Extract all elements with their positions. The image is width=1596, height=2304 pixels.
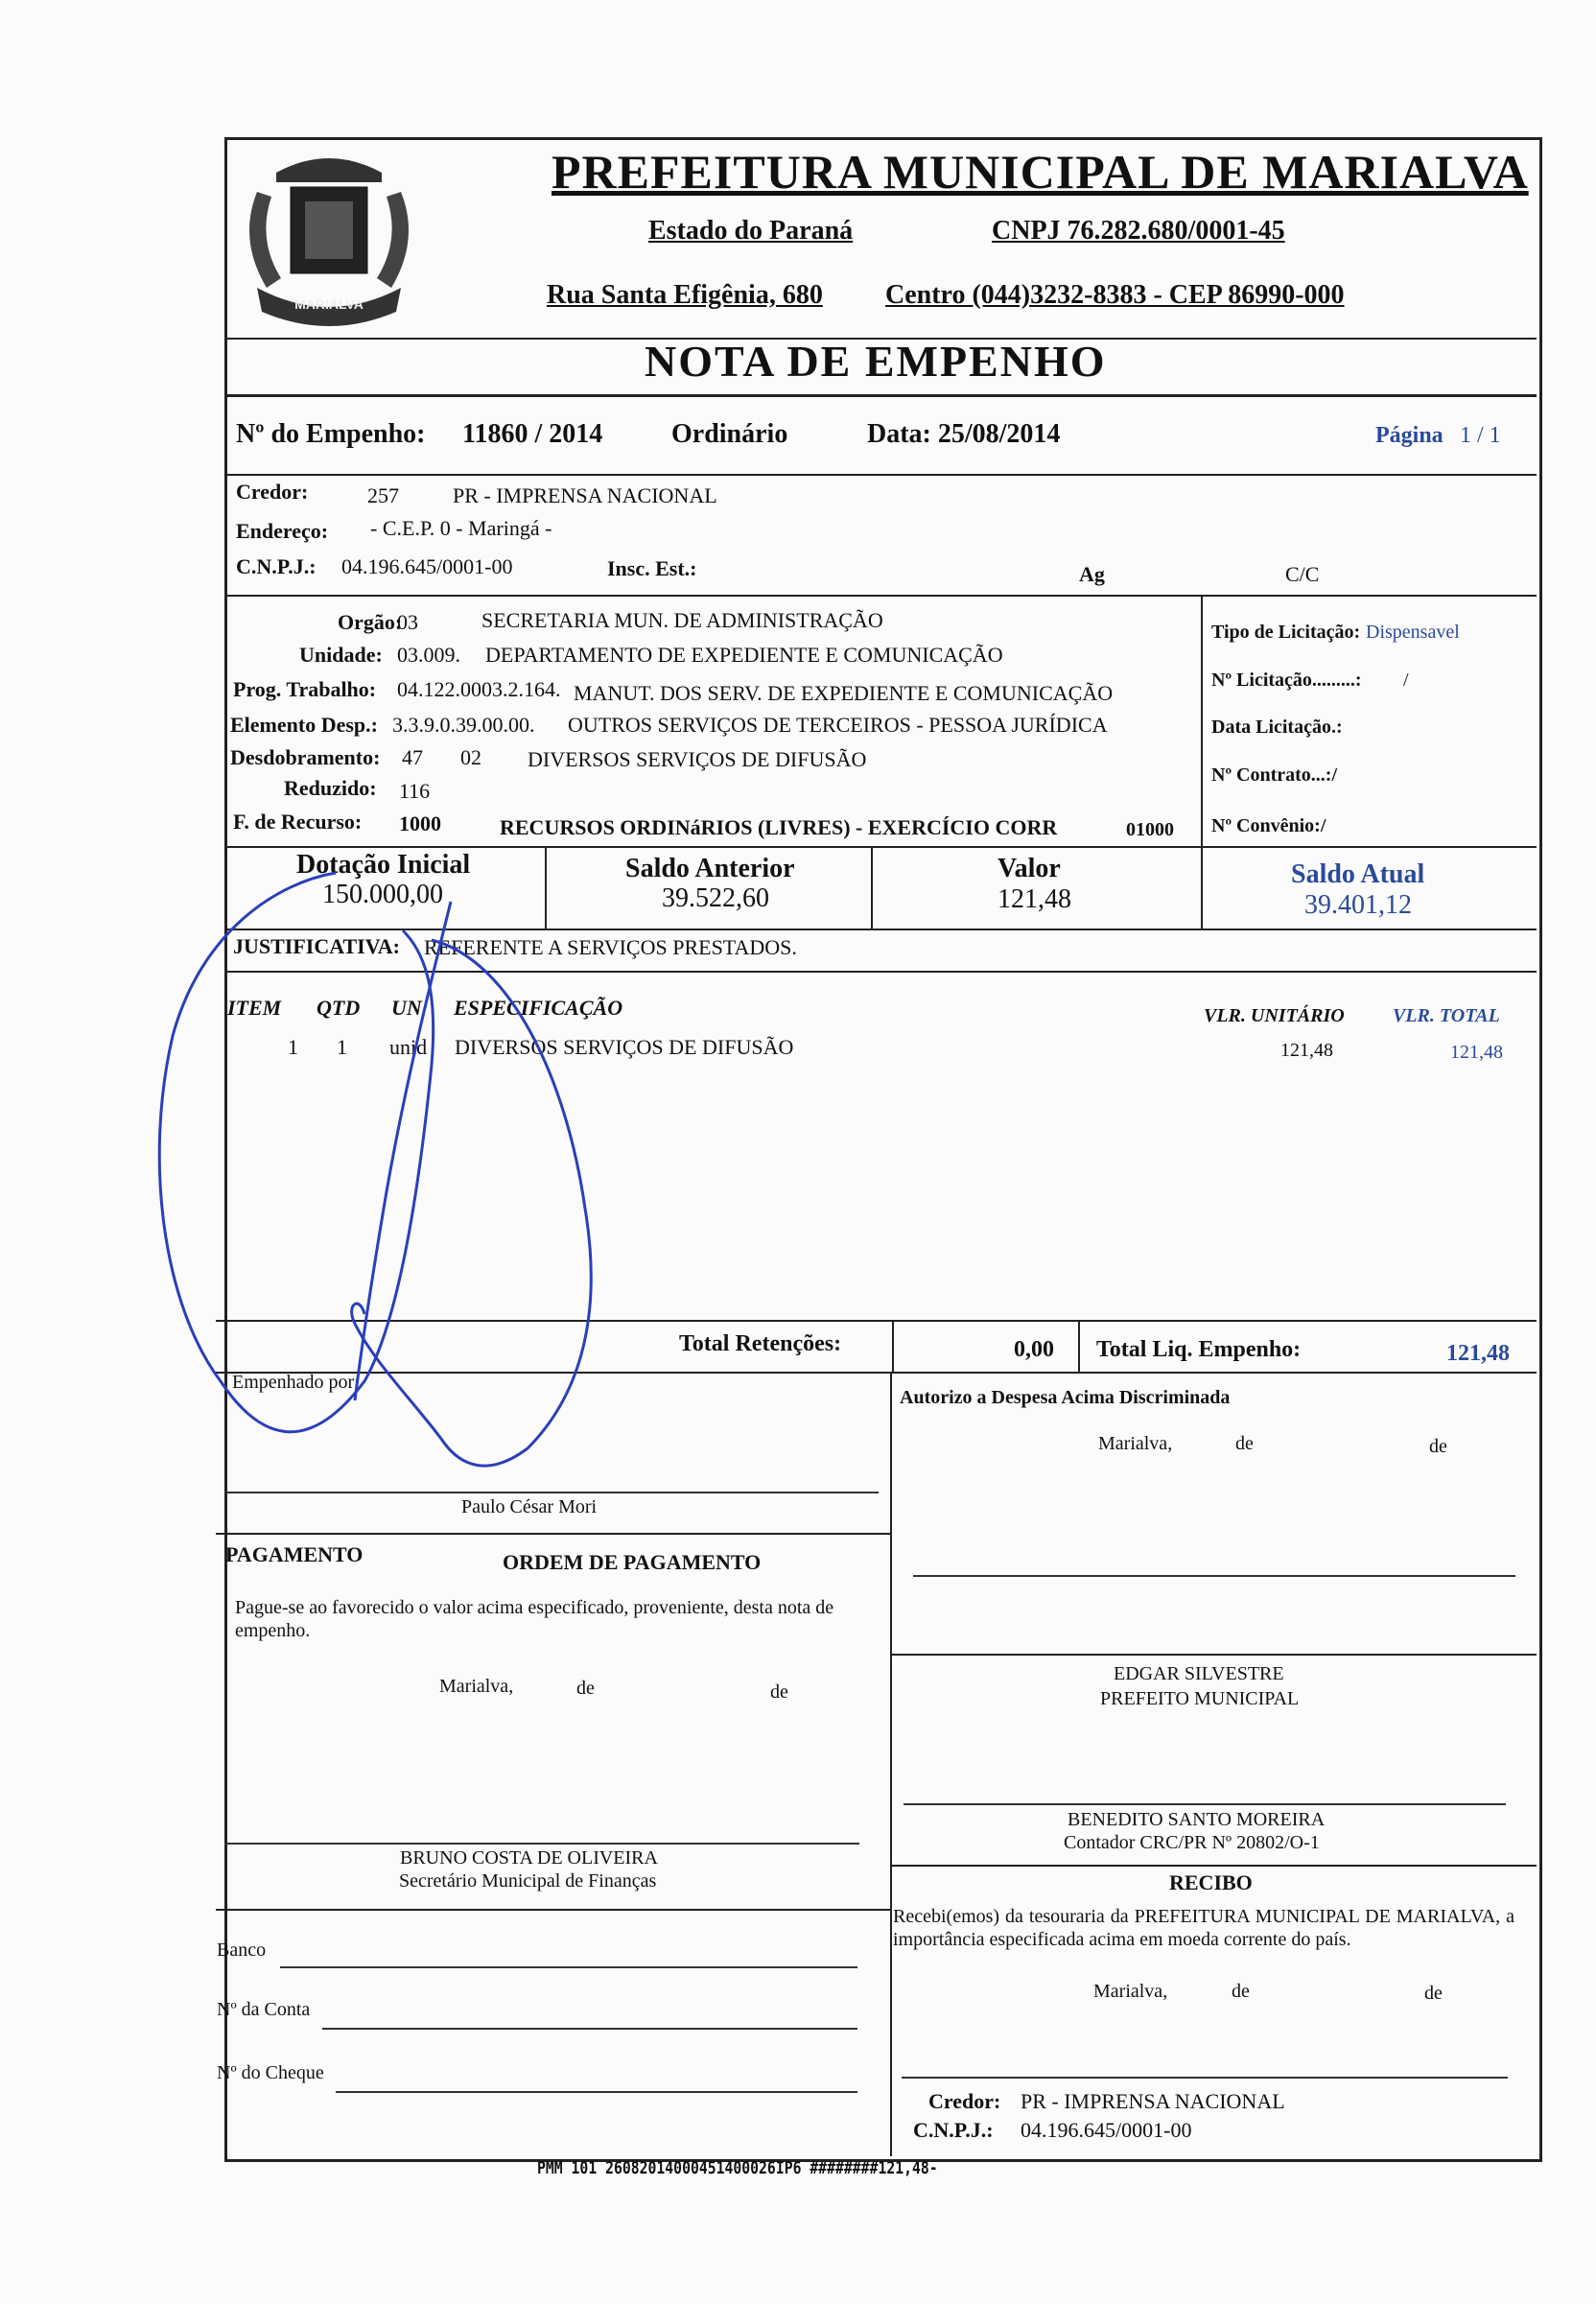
- empenho-number: 11860 / 2014: [462, 419, 603, 449]
- recibo-city: Marialva,: [1093, 1981, 1168, 2002]
- col-especificacao: ESPECIFICAÇÃO: [454, 996, 623, 1020]
- pagamento-city: Marialva,: [439, 1676, 514, 1697]
- elemento-name: OUTROS SERVIÇOS DE TERCEIROS - PESSOA JURÍDICA: [568, 713, 1108, 737]
- divider: [1078, 1320, 1080, 1374]
- prog-label: Prog. Trabalho:: [233, 677, 377, 701]
- prog-name: MANUT. DOS SERV. DE EXPEDIENTE E COMUNICAÇÃO: [574, 681, 1114, 705]
- orgao-code: 03: [397, 610, 418, 634]
- endereco-value: - C.E.P. 0 - Maringá -: [370, 516, 552, 540]
- saldo-anterior-label: Saldo Anterior: [625, 854, 795, 883]
- empenho-kind: Ordinário: [671, 419, 788, 449]
- autorizo-de2: de: [1429, 1436, 1447, 1457]
- divider: [890, 1372, 892, 2156]
- cnpj-header: CNPJ 76.282.680/0001-45: [992, 216, 1285, 246]
- total-liq-value: 121,48: [1446, 1341, 1510, 1366]
- divider: [224, 394, 1537, 397]
- col-un: UN: [391, 996, 422, 1020]
- pagamento-label: PAGAMENTO: [225, 1542, 364, 1566]
- justificativa-label: JUSTIFICATIVA:: [233, 934, 401, 958]
- conta-field: [322, 2028, 857, 2030]
- justificativa-text: REFERENTE A SERVIÇOS PRESTADOS.: [424, 935, 797, 959]
- signature-line: [902, 2077, 1508, 2079]
- credor-cnpj: 04.196.645/0001-00: [341, 554, 513, 578]
- empenhado-label: Empenhado por:: [232, 1372, 360, 1393]
- divider: [1201, 595, 1203, 930]
- divider: [216, 1533, 890, 1535]
- contrato-label: Nº Contrato...:/: [1211, 764, 1338, 786]
- signature-line: [224, 1843, 859, 1845]
- pagamento-de2: de: [770, 1681, 788, 1703]
- recibo-credor-value: PR - IMPRENSA NACIONAL: [1021, 2089, 1285, 2113]
- orgao-label: Orgão:: [338, 610, 403, 634]
- divider: [892, 1320, 894, 1374]
- page-value: 1 / 1: [1460, 423, 1501, 448]
- row-vlr-total: 121,48: [1450, 1042, 1503, 1063]
- reduzido-value: 116: [399, 779, 431, 803]
- signature-line: [913, 1575, 1515, 1577]
- col-qtd: QTD: [317, 996, 361, 1020]
- cc-label: C/C: [1285, 562, 1320, 586]
- desdob-label: Desdobramento:: [230, 745, 381, 769]
- empenho-date: Data: 25/08/2014: [867, 419, 1061, 449]
- recibo-cnpj-label: C.N.P.J.:: [913, 2118, 994, 2142]
- recibo-text: Recebi(emos) da tesouraria da PREFEITURA MUNICIPAL DE MARIALVA, a importância especificada acima em moeda corrente do país.: [893, 1906, 1514, 1950]
- recurso-name: RECURSOS ORDINáRIOS (LIVRES) - EXERCÍCIO CORR: [500, 815, 1058, 839]
- empenhado-signer: Paulo César Mori: [461, 1496, 598, 1517]
- total-liq-label: Total Liq. Empenho:: [1096, 1337, 1302, 1362]
- row-un: unid: [389, 1035, 428, 1059]
- barcode-text: PMM 101 26082014000451400026IP6 ########121,48-: [537, 2158, 938, 2178]
- unidade-label: Unidade:: [299, 643, 383, 667]
- prefeitura-title: PREFEITURA MUNICIPAL DE MARIALVA: [552, 145, 1529, 199]
- credor-code: 257: [367, 483, 399, 507]
- pagamento-de1: de: [576, 1678, 595, 1699]
- ag-label: Ag: [1079, 562, 1105, 586]
- col-vlr-unitario: VLR. UNITÁRIO: [1204, 1005, 1345, 1026]
- contador-name: BENEDITO SANTO MOREIRA: [1068, 1809, 1326, 1830]
- secretario-name: BRUNO COSTA DE OLIVEIRA: [400, 1847, 658, 1869]
- dotacao-value: 150.000,00: [322, 880, 443, 909]
- row-qtd: 1: [337, 1035, 347, 1059]
- page-label: Página: [1375, 423, 1443, 448]
- prefeito-name: EDGAR SILVESTRE: [1114, 1663, 1284, 1684]
- divider: [890, 1865, 1537, 1867]
- total-retencoes-label: Total Retenções:: [679, 1331, 842, 1356]
- signature-line: [904, 1803, 1506, 1805]
- cheque-field: [336, 2091, 857, 2093]
- divider: [216, 1909, 890, 1911]
- credor-label: Credor:: [236, 480, 309, 504]
- cheque-label: Nº do Cheque: [217, 2062, 324, 2083]
- empenho-label: Nº do Empenho:: [236, 419, 426, 449]
- col-item: ITEM: [227, 996, 282, 1020]
- elemento-label: Elemento Desp.:: [230, 713, 378, 737]
- contador-role: Contador CRC/PR Nº 20802/O-1: [1064, 1832, 1320, 1853]
- prefeito-role: PREFEITO MUNICIPAL: [1100, 1688, 1300, 1709]
- recibo-de2: de: [1424, 1983, 1443, 2004]
- num-licitacao-label: Nº Licitação.........:: [1211, 670, 1362, 691]
- recibo-credor-label: Credor:: [928, 2089, 1001, 2113]
- convenio-label: Nº Convênio:/: [1211, 815, 1326, 836]
- autorizo-label: Autorizo a Despesa Acima Discriminada: [900, 1387, 1231, 1408]
- row-especificacao: DIVERSOS SERVIÇOS DE DIFUSÃO: [455, 1035, 794, 1059]
- divider: [224, 595, 1537, 597]
- state-label: Estado do Paraná: [648, 216, 854, 246]
- cnpj-label: C.N.P.J.:: [236, 554, 317, 578]
- address-label: Rua Santa Efigênia, 680: [547, 280, 823, 310]
- insc-label: Insc. Est.:: [607, 556, 697, 580]
- desdob-name: DIVERSOS SERVIÇOS DE DIFUSÃO: [528, 747, 867, 771]
- tipo-licitacao-value: Dispensavel: [1366, 622, 1460, 643]
- autorizo-city: Marialva,: [1098, 1433, 1173, 1454]
- divider: [890, 1654, 1537, 1656]
- pagamento-text: Pague-se ao favorecido o valor acima especificado, proveniente, desta nota de empenho.: [235, 1597, 834, 1641]
- ordem-pagamento-label: ORDEM DE PAGAMENTO: [503, 1550, 762, 1574]
- credor-name: PR - IMPRENSA NACIONAL: [453, 483, 717, 507]
- crest-text: MARIALVA: [294, 296, 364, 312]
- orgao-name: SECRETARIA MUN. DE ADMINISTRAÇÃO: [481, 608, 883, 632]
- recurso-label: F. de Recurso:: [233, 810, 363, 834]
- dotacao-label: Dotação Inicial: [296, 850, 471, 880]
- recibo-cnpj-value: 04.196.645/0001-00: [1021, 2118, 1192, 2142]
- valor-value: 121,48: [998, 884, 1071, 914]
- recurso-code: 1000: [399, 811, 441, 835]
- row-item: 1: [288, 1035, 298, 1059]
- handwritten-signature: [144, 844, 643, 1496]
- contact-label: Centro (044)3232-8383 - CEP 86990-000: [885, 280, 1345, 310]
- recibo-de1: de: [1232, 1981, 1250, 2002]
- endereco-label: Endereço:: [236, 519, 329, 543]
- municipal-crest: [238, 144, 420, 336]
- valor-label: Valor: [998, 854, 1061, 883]
- row-vlr-unitario: 121,48: [1280, 1040, 1333, 1061]
- desdob-code2: 02: [460, 745, 481, 769]
- data-licitacao-label: Data Licitação.:: [1211, 717, 1343, 738]
- secretario-role: Secretário Municipal de Finanças: [399, 1870, 657, 1892]
- conta-label: Nº da Conta: [217, 1999, 311, 2020]
- desdob-code1: 47: [402, 745, 423, 769]
- tipo-licitacao-label: Tipo de Licitação:: [1211, 622, 1361, 643]
- elemento-code: 3.3.9.0.39.00.00.: [392, 713, 535, 737]
- prog-code: 04.122.0003.2.164.: [397, 677, 561, 701]
- saldo-atual-label: Saldo Atual: [1291, 859, 1425, 889]
- banco-field: [280, 1966, 857, 1968]
- divider: [871, 846, 873, 930]
- reduzido-label: Reduzido:: [284, 776, 377, 800]
- col-vlr-total: VLR. TOTAL: [1393, 1005, 1500, 1026]
- recurso-code2: 01000: [1126, 819, 1174, 840]
- banco-label: Banco: [217, 1940, 267, 1961]
- unidade-name: DEPARTAMENTO DE EXPEDIENTE E COMUNICAÇÃO: [485, 643, 1003, 667]
- num-licitacao-value: /: [1403, 670, 1409, 691]
- recibo-label: RECIBO: [1169, 1870, 1253, 1894]
- doc-type-title: NOTA DE EMPENHO: [645, 337, 1107, 386]
- saldo-anterior-value: 39.522,60: [662, 883, 769, 913]
- saldo-atual-value: 39.401,12: [1304, 890, 1412, 920]
- total-retencoes-value: 0,00: [1014, 1337, 1054, 1362]
- divider: [224, 474, 1537, 476]
- unidade-code: 03.009.: [397, 643, 460, 667]
- autorizo-de1: de: [1235, 1433, 1254, 1454]
